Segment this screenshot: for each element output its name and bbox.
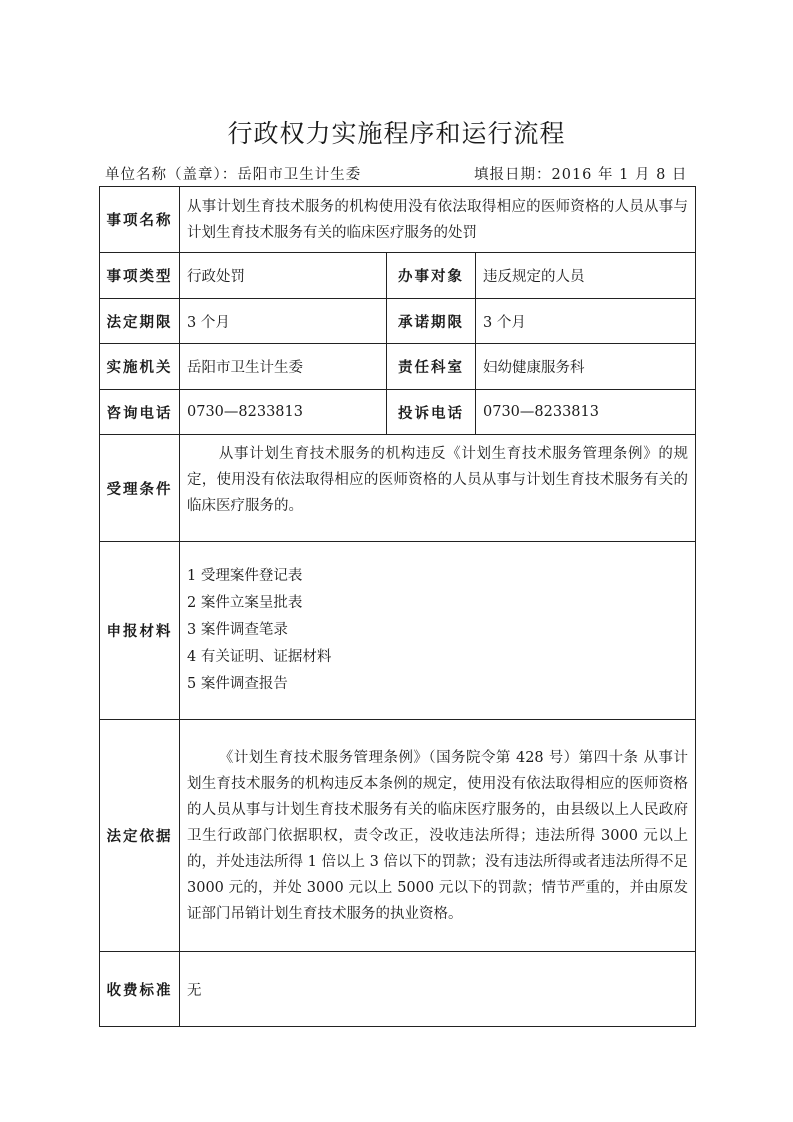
promise-limit-value: 3 个月 [476, 299, 696, 344]
row-conditions [100, 435, 696, 542]
fee-label: 收费标准 [100, 952, 180, 1027]
item-type-label: 事项类型 [100, 253, 180, 299]
agency-value: 岳阳市卫生计生委 [180, 344, 387, 390]
item-name-label: 事项名称 [100, 187, 180, 253]
agency-label: 实施机关 [100, 344, 180, 390]
basis-label: 法定依据 [100, 720, 180, 952]
legal-limit-label: 法定期限 [100, 299, 180, 344]
target-value: 违反规定的人员 [476, 253, 696, 299]
materials-label: 申报材料 [100, 542, 180, 720]
target-label: 办事对象 [387, 253, 476, 299]
consult-phone-label: 咨询电话 [100, 390, 180, 435]
conditions-value: 从事计划生育技术服务的机构违反《计划生育技术服务管理条例》的规定，使用没有依法取得相应的医师资格的人员从事与计划生育技术服务有关的临床医疗服务的。 [187, 446, 688, 514]
row-materials [100, 542, 696, 720]
legal-limit-value: 3 个月 [180, 299, 387, 344]
materials-item: 1 受理案件登记表 [187, 568, 303, 584]
row-basis [100, 720, 696, 952]
dept-label: 责任科室 [387, 344, 476, 390]
materials-item: 2 案件立案呈批表 [187, 595, 303, 611]
row-agency [100, 344, 696, 390]
row-limits [100, 299, 696, 344]
item-type-value: 行政处罚 [180, 253, 387, 299]
complaint-phone-value: 0730—8233813 [476, 390, 696, 435]
complaint-phone-label: 投诉电话 [387, 390, 476, 435]
unit-name: 单位名称（盖章）：岳阳市卫生计生委 [105, 167, 362, 183]
materials-item: 3 案件调查笔录 [187, 622, 288, 638]
consult-phone-value: 0730—8233813 [180, 390, 387, 435]
basis-value: 《计划生育技术服务管理条例》（国务院令第 428 号）第四十条 从事计划生育技术服务的机构违反本条例的规定，使用没有依法取得相应的医师资格的人员从事与计划生育技术服务有关的临床医疗服务的，由县级以上人民政府卫生行政部门依据职权，责令改正，没收违法所得；违法所得 3000 元以上的，并处违法所得 1 倍以上 3 倍以下的罚款；没有违法所得或者违法所得不足 3000 元的，并处 3000 元以上 5000 元以下的罚款；情节严重的，并由原发证部门吊销计划生育技术服务的执业资格。 [187, 749, 688, 922]
materials-item: 4 有关证明、证据材料 [187, 649, 332, 665]
dept-value: 妇幼健康服务科 [476, 344, 696, 390]
page-title: 行政权力实施程序和运行流程 [227, 119, 566, 148]
row-item-name [100, 187, 696, 253]
item-name-value: 从事计划生育技术服务的机构使用没有依法取得相应的医师资格的人员从事与计划生育技术服务有关的临床医疗服务的处罚 [180, 187, 696, 253]
materials-list [187, 563, 688, 698]
fill-date: 填报日期：2016 年 1 月 8 日 [474, 167, 688, 183]
conditions-label: 受理条件 [100, 435, 180, 542]
row-type [100, 253, 696, 299]
materials-item: 5 案件调查报告 [187, 676, 288, 692]
promise-limit-label: 承诺期限 [387, 299, 476, 344]
fee-value: 无 [180, 952, 696, 1027]
row-fee [100, 952, 696, 1027]
row-phones [100, 390, 696, 435]
process-table [99, 186, 696, 1027]
